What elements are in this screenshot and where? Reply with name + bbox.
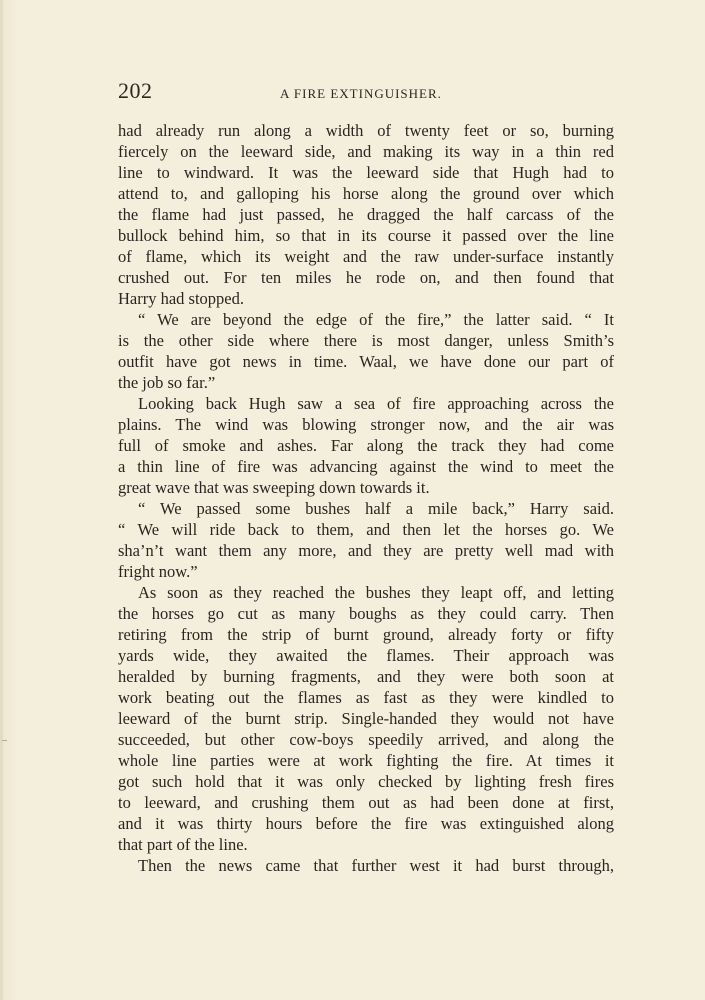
- text-line: line to windward. It was the leeward side that Hugh had to: [118, 163, 614, 182]
- text-line: fright now.”: [118, 562, 198, 581]
- text-line: bullock behind him, so that in its course it passed over the line: [118, 226, 614, 245]
- text-line: outfit have got news in time. Waal, we have done our part of: [118, 352, 614, 371]
- text-line: attend to, and galloping his horse along the ground over which: [118, 184, 614, 203]
- text-line: succeeded, but other cow-boys speedily arrived, and along the: [118, 730, 614, 749]
- page-number: 202: [118, 78, 153, 103]
- text-line: full of smoke and ashes. Far along the track they had come: [118, 436, 614, 455]
- text-line: the horses go cut as many boughs as they could carry. Then: [118, 604, 614, 623]
- text-line: the flame had just passed, he dragged the half carcass of the: [118, 205, 614, 224]
- text-line: Looking back Hugh saw a sea of fire approaching across the: [138, 394, 614, 413]
- text-line: sha’n’t want them any more, and they are pretty well mad with: [118, 541, 614, 560]
- text-line: “ We will ride back to them, and then let the horses go. We: [118, 520, 614, 539]
- text-line: to leeward, and crushing them out as had been done at first,: [118, 793, 614, 812]
- running-head: A FIRE EXTINGUISHER.: [280, 86, 442, 101]
- text-line: leeward of the burnt strip. Single-handed they would not have: [118, 709, 614, 728]
- text-line: a thin line of fire was advancing against the wind to meet the: [118, 457, 614, 476]
- body-text: [118, 120, 614, 876]
- text-line: As soon as they reached the bushes they leapt off, and letting: [138, 583, 614, 602]
- gutter-mark: [2, 740, 7, 741]
- page-binding-edge: [0, 0, 3, 1000]
- text-line: crushed out. For ten miles he rode on, and then found that: [118, 268, 614, 287]
- text-line: that part of the line.: [118, 835, 248, 854]
- text-line: the job so far.”: [118, 373, 216, 392]
- text-line: plains. The wind was blowing stronger now, and the air was: [118, 415, 614, 434]
- text-line: fiercely on the leeward side, and making its way in a thin red: [118, 142, 614, 161]
- text-line: yards wide, they awaited the flames. Their approach was: [118, 646, 614, 665]
- page-header: [118, 78, 614, 110]
- text-line: “ We passed some bushes half a mile back,” Harry said.: [138, 499, 614, 518]
- text-line: Then the news came that further west it had burst through,: [138, 856, 614, 875]
- text-line: retiring from the strip of burnt ground, already forty or fifty: [118, 625, 614, 644]
- text-line: is the other side where there is most danger, unless Smith’s: [118, 331, 614, 350]
- text-line: whole line parties were at work fighting the fire. At times it: [118, 751, 614, 770]
- text-line: and it was thirty hours before the fire was extinguished along: [118, 814, 614, 833]
- text-line: great wave that was sweeping down towards it.: [118, 478, 430, 497]
- text-line: work beating out the flames as fast as they were kindled to: [118, 688, 614, 707]
- text-line: “ We are beyond the edge of the fire,” the latter said. “ It: [138, 310, 614, 329]
- text-line: Harry had stopped.: [118, 289, 245, 308]
- text-line: of flame, which its weight and the raw under-surface instantly: [118, 247, 614, 266]
- text-line: had already run along a width of twenty feet or so, burning: [118, 121, 614, 140]
- text-line: heralded by burning fragments, and they were both soon at: [118, 667, 614, 686]
- text-line: got such hold that it was only checked by lighting fresh fires: [118, 772, 614, 791]
